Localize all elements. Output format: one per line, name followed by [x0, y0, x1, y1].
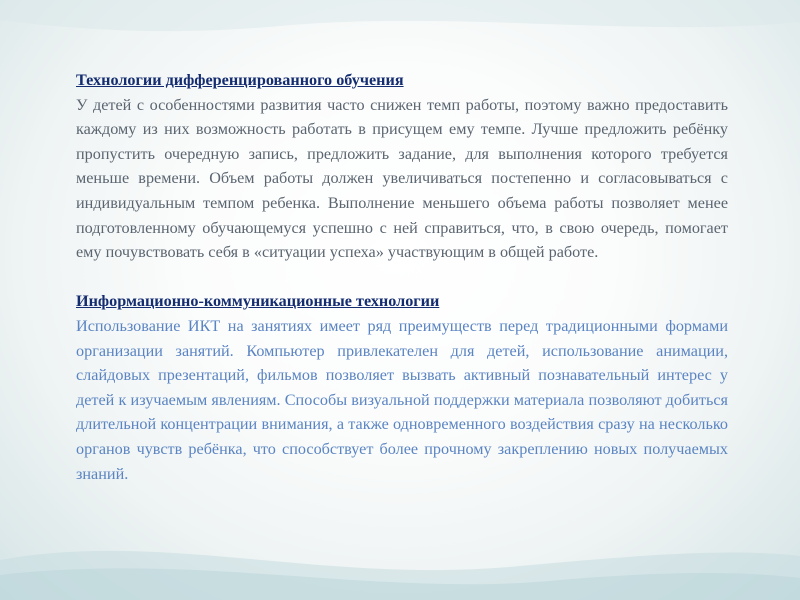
section-differentiated-learning [76, 68, 728, 265]
section-spacer [76, 265, 728, 290]
section-body: У детей с особенностями развития часто снижен темп работы, поэтому важно предоставить каждому из них возможность работать в присущем ему темпе. Лучше предложить ребёнку пропустить очередную запись, предложить задание, для выполнения которого требуется меньше времени. Объем работы должен увеличиваться постепенно и согласовываться с индивидуальным темпом ребенка. Выполнение меньшего объема работы позволяет менее подготовленному обучающемуся успешно с ней справиться, что, в свою очередь, помогает ему почувствовать себя в «ситуации успеха» участвующим в общей работе. [76, 95, 728, 262]
top-wave-band [0, 0, 800, 31]
section-body: Использование ИКТ на занятиях имеет ряд преимуществ перед традиционными формами организации занятий. Компьютер привлекателен для детей, использование анимации, слайдовых презентаций, фильмов позволяет вызвать активный познавательный интерес у детей к изучаемым явлениям. Способы визуальной поддержки материала позволяют добиться длительной концентрации внимания, а также одновременного воздействия сразу на несколько органов чувств ребёнка, что способствует более прочному закреплению новых получаемых знаний. [76, 316, 728, 483]
section-heading: Информационно-коммуникационные технологии [76, 292, 440, 311]
section-heading: Технологии дифференцированного обучения [76, 71, 404, 89]
section-ict [76, 289, 728, 486]
slide-content [76, 68, 728, 486]
